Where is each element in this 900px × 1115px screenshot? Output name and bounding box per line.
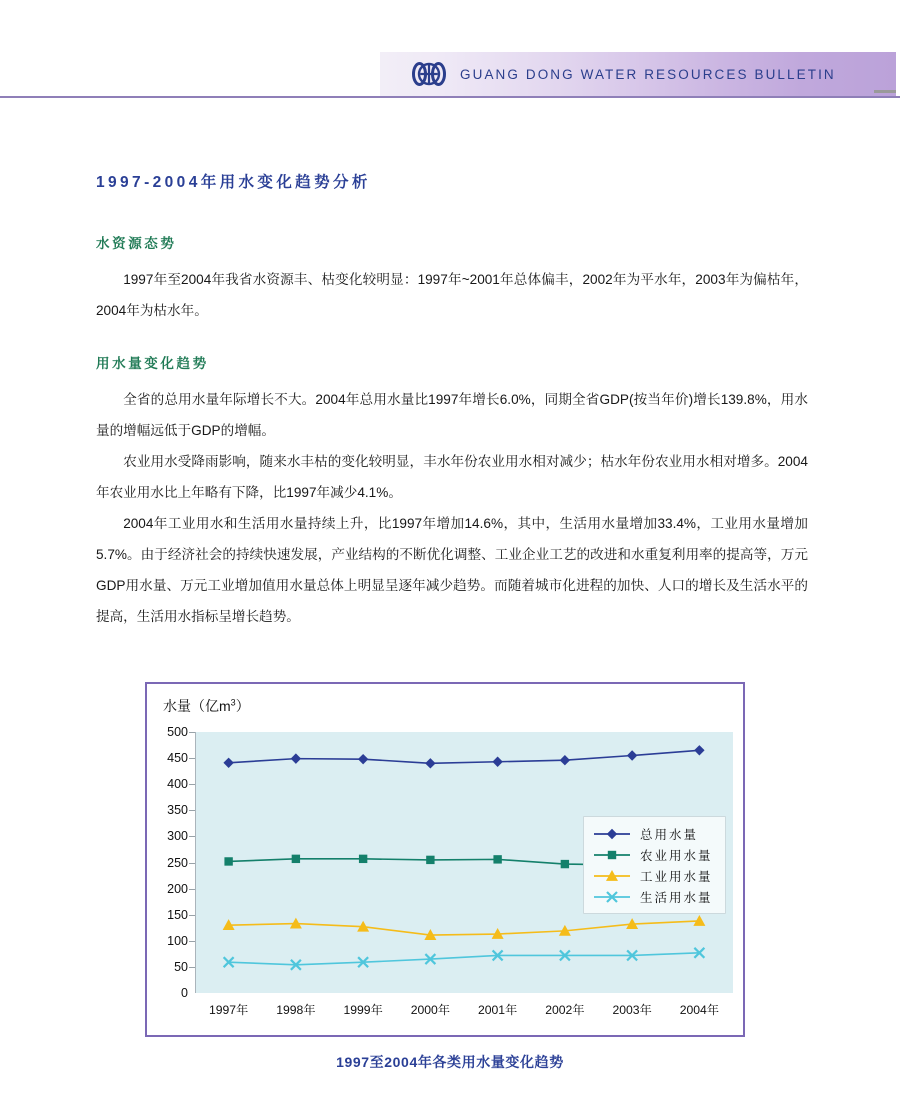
y-axis-tick-mark xyxy=(189,784,195,785)
data-point-marker xyxy=(292,855,300,863)
x-axis-tick-label: 1997年 xyxy=(208,1003,249,1017)
legend-marker-icon xyxy=(592,826,632,842)
section-heading-water-resource-situation: 水资源态势 xyxy=(96,236,177,251)
y-axis-tick-mark xyxy=(189,967,195,968)
data-point-marker xyxy=(561,860,569,868)
water-use-trend-chart xyxy=(145,682,745,1037)
legend-label: 生活用水量 xyxy=(640,890,713,905)
publication-header-band xyxy=(380,52,896,96)
y-axis-tick-mark xyxy=(189,941,195,942)
legend-marker-icon xyxy=(592,847,632,863)
data-point-marker xyxy=(426,856,434,864)
data-point-marker xyxy=(493,855,501,863)
spacer xyxy=(96,326,808,352)
y-axis-title-main: 水量（亿m xyxy=(163,698,231,714)
data-point-marker xyxy=(224,857,232,865)
data-point-marker xyxy=(492,757,502,767)
chart-caption: 1997至2004年各类用水量变化趋势 xyxy=(336,1054,564,1070)
paragraph: 全省的总用水量年际增长不大。2004年总用水量比1997年增长6.0%，同期全省GDP(按当年价)增长139.8%，用水量的增幅远低于GDP的增幅。 xyxy=(96,392,808,438)
y-axis-tick-label: 50 xyxy=(174,959,188,974)
data-point-marker xyxy=(358,754,368,764)
legend-item xyxy=(592,886,713,907)
x-axis-tick-label: 2002年 xyxy=(545,1003,585,1017)
y-axis-tick-mark xyxy=(189,810,195,811)
series-cross xyxy=(224,948,705,970)
x-axis-tick-label: 2000年 xyxy=(410,1003,451,1017)
series-triangle xyxy=(223,915,706,940)
chart-y-axis-title xyxy=(163,696,250,716)
y-axis-tick-mark xyxy=(189,915,195,916)
series-diamond xyxy=(223,745,704,768)
document-body xyxy=(96,170,808,632)
data-point-marker xyxy=(694,745,704,755)
x-axis-tick-label: 1999年 xyxy=(343,1003,383,1017)
section-heading-water-use-trend: 用水量变化趋势 xyxy=(96,356,209,371)
legend-item xyxy=(592,844,713,865)
legend-marker-icon xyxy=(592,889,632,905)
data-point-marker xyxy=(627,750,637,760)
data-point-marker xyxy=(359,855,367,863)
legend-item xyxy=(592,865,713,886)
y-axis-title-tail: ） xyxy=(235,698,250,714)
data-point-marker xyxy=(608,850,616,858)
x-axis-tick-label: 2003年 xyxy=(612,1003,652,1017)
header-corner-tick xyxy=(874,90,896,93)
publication-brand-title: GUANG DONG WATER RESOURCES BULLETIN xyxy=(460,66,836,82)
data-point-marker xyxy=(425,758,435,768)
data-point-marker xyxy=(607,828,617,838)
y-axis-tick-label: 450 xyxy=(167,751,188,766)
paragraph: 农业用水受降雨影响，随来水丰枯的变化较明显，丰水年份农业用水相对减少；枯水年份农业用水相对增多。2004年农业用水比上年略有下降，比1997年减少4.1%。 xyxy=(96,454,808,500)
page-title: 1997-2004年用水变化趋势分析 xyxy=(96,174,371,191)
y-axis-tick-label: 100 xyxy=(167,933,188,948)
y-axis-tick-label: 300 xyxy=(167,829,188,844)
y-axis-title-exponent: 3 xyxy=(230,697,236,708)
legend-label: 农业用水量 xyxy=(640,848,713,863)
data-point-marker xyxy=(291,753,301,763)
paragraph: 2004年工业用水和生活用水量持续上升，比1997年增加14.6%，其中，生活用水量增加33.4%，工业用水量增加5.7%。由于经济社会的持续快速发展，产业结构的不断优化调整、工业企业工艺的改进和水重复利用率的提高等，万元GDP用水量、万元工业增加值用水量总体上明显呈逐年减少趋势。而随着城市化进程的加快、人口的增长及生活水平的提高，生活用水指标呈增长趋势。 xyxy=(96,516,808,624)
data-point-marker xyxy=(560,755,570,765)
water-bureau-emblem-icon xyxy=(412,59,446,89)
header-divider-rule xyxy=(0,96,900,98)
header-inner xyxy=(380,52,896,96)
data-point-marker xyxy=(223,758,233,768)
y-axis-tick-label: 500 xyxy=(167,725,188,739)
legend-marker-icon xyxy=(592,868,632,884)
x-axis-tick-label: 2001年 xyxy=(477,1003,518,1017)
y-axis-tick-label: 200 xyxy=(167,881,188,896)
x-axis-tick-label: 2004年 xyxy=(679,1003,720,1017)
legend-item xyxy=(592,823,713,844)
y-axis-tick-mark xyxy=(189,732,195,733)
legend-label: 总用水量 xyxy=(640,827,699,842)
y-axis-tick-label: 400 xyxy=(167,777,188,792)
chart-legend xyxy=(583,816,726,914)
legend-label: 工业用水量 xyxy=(640,869,713,884)
y-axis-tick-mark xyxy=(189,758,195,759)
y-axis-tick-mark xyxy=(189,836,195,837)
chart-plot-wrapper xyxy=(167,725,733,1017)
y-axis-tick-label: 250 xyxy=(167,855,188,870)
paragraph: 1997年至2004年我省水资源丰、枯变化较明显：1997年~2001年总体偏丰，2002年为平水年，2003年为偏枯年，2004年为枯水年。 xyxy=(96,272,808,318)
y-axis-tick-label: 150 xyxy=(167,907,188,922)
y-axis-tick-label: 350 xyxy=(167,803,188,818)
x-axis-tick-label: 1998年 xyxy=(276,1003,316,1017)
y-axis-tick-label: 0 xyxy=(181,986,188,1000)
y-axis-tick-mark xyxy=(189,889,195,890)
y-axis-tick-mark xyxy=(189,863,195,864)
